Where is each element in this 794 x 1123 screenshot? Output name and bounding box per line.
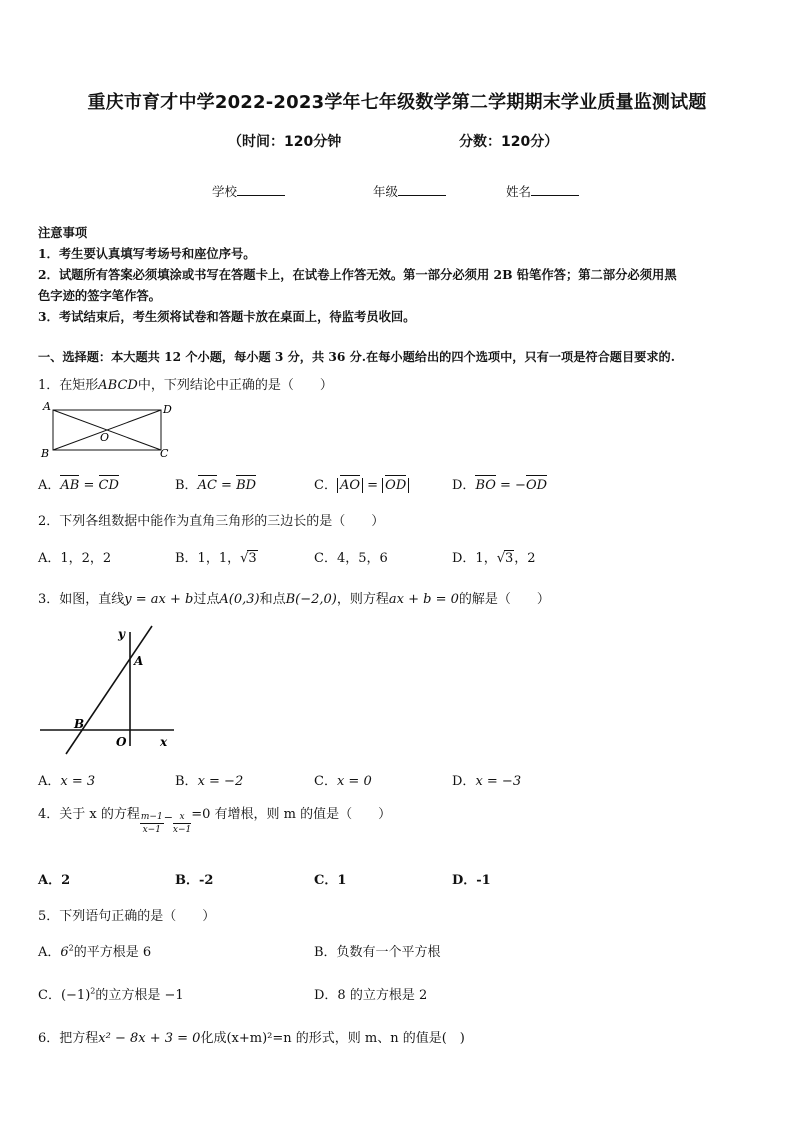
- radicand: 3: [505, 551, 514, 566]
- q4-option-c[interactable]: C．1: [314, 873, 347, 888]
- q5-option-d[interactable]: D．8 的立方根是 2: [314, 988, 428, 1003]
- q3-option-c[interactable]: [314, 770, 372, 789]
- numerator: x: [173, 811, 191, 824]
- question-6-stem: [38, 1027, 465, 1046]
- vector: BD: [236, 478, 257, 493]
- exponent: 2: [68, 943, 74, 953]
- denominator: x−1: [172, 825, 192, 835]
- q5-option-c[interactable]: [38, 984, 184, 1003]
- grade-label: 年级: [373, 184, 399, 199]
- option-math: 6: [60, 945, 69, 960]
- q2-option-d[interactable]: D．1，√3，2: [452, 551, 536, 566]
- op: =: [216, 478, 237, 493]
- notice-item: 1．考生要认真填写考场号和座位序号。: [38, 246, 256, 261]
- q1-text: 1．在矩形: [38, 378, 99, 393]
- question-4-stem: [38, 803, 391, 836]
- q1-var: ABCD: [98, 378, 138, 393]
- notice-item: 色字迹的签字笔作答。: [38, 288, 161, 303]
- q1-option-b[interactable]: [175, 474, 256, 493]
- fig-label-y: y: [118, 627, 125, 641]
- q3-option-b[interactable]: [175, 770, 243, 789]
- option-math: x = −2: [197, 774, 244, 789]
- q3-text: 过点: [193, 592, 220, 607]
- option-text: B．1，1，: [175, 551, 241, 566]
- option-letter: B．: [175, 774, 198, 789]
- vector: BO: [475, 478, 496, 493]
- q3-text: ，则方程: [336, 592, 389, 607]
- exam-score: 分数：120分）: [459, 134, 559, 150]
- option-letter: B．: [175, 478, 198, 493]
- q1-option-a[interactable]: [38, 474, 119, 493]
- q3-text: 的解是（ ）: [458, 592, 550, 607]
- option-letter: D．: [452, 478, 476, 493]
- fig-label-x: x: [160, 735, 168, 749]
- option-letter: A．: [38, 478, 61, 493]
- option-text: ，2: [514, 551, 536, 566]
- q4-option-d[interactable]: D．-1: [452, 873, 491, 888]
- option-math: x = −3: [475, 774, 522, 789]
- q6-text: 化成(x+m)²=n 的形式，则 m、n 的值是( ): [200, 1031, 465, 1046]
- school-label: 学校: [212, 184, 238, 199]
- option-text: 的立方根是 −1: [95, 988, 184, 1003]
- exam-time: （时间：120分钟: [228, 134, 342, 150]
- q5-option-a[interactable]: [38, 941, 151, 960]
- option-letter: A．: [38, 945, 61, 960]
- option-math: x = 3: [60, 774, 96, 789]
- notice-heading: 注意事项: [38, 225, 88, 240]
- option-math: (−1): [60, 988, 91, 1003]
- name-label: 姓名: [506, 184, 532, 199]
- q2-option-b[interactable]: B．1，1，√3: [175, 551, 257, 566]
- option-letter: D．: [452, 774, 476, 789]
- name-field: [506, 182, 579, 200]
- grade-blank[interactable]: [398, 183, 446, 196]
- option-letter: C．: [38, 988, 61, 1003]
- q1-text: 中，下列结论中正确的是（ ）: [137, 378, 333, 393]
- page-title: 重庆市育才中学2022-2023学年七年级数学第二学期期末学业质量监测试题: [87, 92, 707, 113]
- vector: AC: [197, 478, 217, 493]
- fig-label-b: B: [41, 447, 50, 460]
- fig-label-d: D: [163, 403, 172, 416]
- op: =: [363, 478, 383, 493]
- q3-option-a[interactable]: [38, 770, 95, 789]
- vector: OD: [525, 478, 548, 493]
- notice-item: 3．考试结束后，考生须将试卷和答题卡放在桌面上，待监考员收回。: [38, 309, 416, 324]
- exponent: 2: [90, 986, 96, 996]
- question-5-stem: 5．下列语句正确的是（ ）: [38, 909, 216, 924]
- vector: AB: [60, 478, 80, 493]
- q4-op: −: [163, 811, 173, 824]
- vector: AO: [339, 478, 360, 493]
- fig-label-b: B: [74, 717, 85, 731]
- numerator: m−1: [140, 812, 163, 822]
- q2-option-c[interactable]: C．4，5，6: [314, 551, 388, 566]
- q4-option-b[interactable]: B．-2: [175, 873, 214, 888]
- vector: CD: [98, 478, 119, 493]
- fig-label-o: O: [100, 431, 110, 444]
- vector: OD: [385, 478, 407, 493]
- name-blank[interactable]: [531, 183, 579, 196]
- q3-math: B(−2,0): [285, 592, 337, 607]
- q3-math: y = ax + b: [124, 592, 194, 607]
- option-text: 的平方根是 6: [73, 945, 152, 960]
- q3-option-d[interactable]: [452, 770, 521, 789]
- fig-label-a: A: [43, 400, 51, 413]
- grade-field: [373, 182, 446, 200]
- line-graph-figure: [38, 620, 178, 756]
- option-letter: C．: [314, 774, 337, 789]
- op: =: [79, 478, 99, 493]
- option-text: D．1，: [452, 551, 497, 566]
- op: = −: [495, 478, 526, 493]
- denominator: x−1: [142, 825, 161, 835]
- q4-text: 4．关于 x 的方程: [38, 807, 140, 822]
- radicand: 3: [248, 551, 257, 566]
- q4-text: =0 有增根，则 m 的值是（ ）: [191, 807, 392, 822]
- q4-option-a[interactable]: A．2: [38, 873, 71, 888]
- q3-text: 3．如图，直线: [38, 592, 125, 607]
- q5-option-b[interactable]: B．负数有一个平方根: [314, 945, 441, 960]
- q1-option-c[interactable]: [314, 474, 409, 493]
- fig-label-a: A: [134, 654, 144, 668]
- q6-math: x² − 8x + 3 = 0: [98, 1031, 201, 1046]
- q2-option-a[interactable]: A．1，2，2: [38, 551, 112, 566]
- rectangle-figure: [38, 398, 178, 462]
- section-heading: 一、选择题：本大题共 12 个小题，每小题 3 分，共 36 分.在每小题给出的四个选项中，只有一项是符合题目要求的.: [38, 350, 675, 364]
- question-2-stem: 2．下列各组数据中能作为直角三角形的三边长的是（ ）: [38, 514, 385, 529]
- question-1-stem: [38, 374, 333, 393]
- question-3-stem: [38, 588, 550, 607]
- notice-item: 2．试题所有答案必须填涂或书写在答题卡上，在试卷上作答无效。第一部分必须用 2B 铅笔作答；第二部分必须用黑: [38, 267, 677, 282]
- option-letter: A．: [38, 774, 61, 789]
- fraction-2: [173, 811, 191, 836]
- q3-text: 和点: [259, 592, 286, 607]
- option-math: x = 0: [336, 774, 372, 789]
- q1-option-d[interactable]: [452, 474, 547, 493]
- fraction-1: [140, 811, 164, 836]
- q6-text: 6．把方程: [38, 1031, 99, 1046]
- fig-label-o: O: [116, 735, 127, 749]
- option-letter: C．: [314, 478, 337, 493]
- q3-math: ax + b = 0: [388, 592, 459, 607]
- fig-label-c: C: [160, 447, 169, 460]
- school-field: [212, 182, 285, 200]
- school-blank[interactable]: [237, 183, 285, 196]
- q3-math: A(0,3): [219, 592, 260, 607]
